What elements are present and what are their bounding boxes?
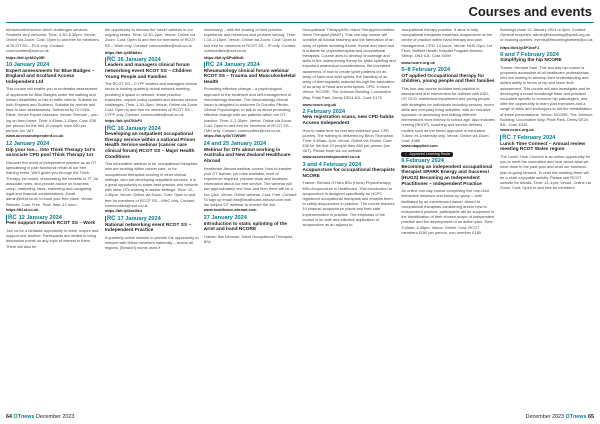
column xyxy=(105,27,199,402)
event-title: Introduction to static splinting of the wrist and hand NCORE xyxy=(203,221,288,233)
event-description: Healthcare Abroad webinar covers: How to transfer your OT license, job roles available, level of experience required, popular visas and locations, information about our free service. The webinar will last approximately one hour and then there will be a live Q&A. Venue: Online webinar. Cost: Free. Contact: To sign up email info@healthcare-abroad.com with the subject OT webinar to receive the link. xyxy=(203,165,297,208)
event-date: 12 January 2024 xyxy=(18,215,62,222)
column xyxy=(204,27,298,402)
event-date: 27 January 2024 xyxy=(203,215,247,222)
event-link[interactable]: https://bit.ly/3PutMuD xyxy=(203,55,244,61)
footer-right xyxy=(526,414,594,420)
event-listing xyxy=(105,57,199,123)
event-link[interactable]: https://tt1st.co.uk xyxy=(6,206,39,212)
event-description: How to make time for rest and evidence your CPD journey. The training is delivered by Beon Thompson. Time: 9.45am–1pm. Venue: Online via Teams. Cost: £36 for the first 10 people then £60 per person (inc VAT). Please book via our website. xyxy=(302,127,395,154)
event-title: National networking event RCOT SS – Independent Practice xyxy=(104,222,192,234)
event-description: This course will enable you to undertake assessment of applicants for Blue Badges under the walking and hidden disabilities or risk in traffic criteria. Suitable for both England and Scotland. Suitable for remote and face-to-face assessments. Delivered by Dr Chris Elliott, Senior Expert Assessor. Venue: Remote – you log on from home. Time: 9.45am–1.15pm. Cost: £36 per person for the first 10 people, then £60 per person. Inc VAT. xyxy=(6,86,98,134)
rcot-logo-icon: RC xyxy=(106,216,116,223)
event-title: Lunch Time Connect – Annual review meeting RCOT Wales region xyxy=(500,141,586,153)
check-icon: ✓ xyxy=(404,152,408,157)
event-listing xyxy=(6,215,100,249)
event-title: Simplifying the hip NCORE xyxy=(500,58,562,64)
event-link[interactable]: https://bit.ly/3ftb84u xyxy=(104,49,142,55)
event-title: Rheumatology clinical forum webinar RCOT SS – Trauma and Musculoskeletal Health xyxy=(203,68,296,85)
event-date: 6 February 2024 xyxy=(401,158,444,165)
body-text: necessary) – with the sharing of best practice, experience and resources and problem solving. Time: 1.15–2.15pm. Venue: Online via Zoom. Cost: Open to and free for members of RCOT SS – IP only. Contact: communities@rcot.co.uk xyxy=(203,27,297,53)
right-page-number: 65 xyxy=(588,414,594,420)
footer-left xyxy=(6,414,74,420)
event-date: 24 January 2024 xyxy=(216,62,260,69)
page-title: Courses and events xyxy=(468,4,592,19)
body-text: the opportunity to discuss the ‘latest’ webinar in our ongoing series. Time: 12.30–2pm. Venue: Online via Zoom. Cost: Open to and free for members of RCOT SS – Work only. Contact: communities@rcot.co.uk xyxy=(104,27,196,48)
event-title: OT applied Occupational therapy for children, young people and their families xyxy=(401,73,495,85)
event-title: Expert assessments for Blue Badges – England and Scotland Access Independent Ltd xyxy=(6,68,95,85)
event-listing xyxy=(204,62,298,138)
event-listing xyxy=(401,67,495,148)
left-otnews-logo: OTnews xyxy=(13,414,35,420)
rcot-logo-icon: RC xyxy=(502,135,511,142)
event-title: Dip your toe… Into Think Therapy 1st’s associate CPD pool Think Therapy 1st xyxy=(6,147,96,159)
column xyxy=(6,27,100,402)
event-date: 3 and 4 February 2024 xyxy=(302,161,362,168)
event-listing xyxy=(500,135,594,190)
event-link[interactable]: https://bit.ly/48Oy3fE xyxy=(6,55,45,61)
title-rule xyxy=(6,22,594,23)
column xyxy=(401,27,495,402)
event-date: 17 January 2024 xyxy=(117,216,161,223)
event-description: Promoting effective change – a psychological approach to the treatment and self-management of rheumatology disease. The rheumatology clinical forum is delighted to welcome Dr Dorothy Plimbs, Clinical Psychologist, to talk to us about promoting effective change with our patients within our OT practice. Time: 1–1.30pm. Venue: Online via Zoom. Cost: Open to and free for members of RCOT SS – TMH only. Contact: communities@rcot.co.uk xyxy=(203,86,293,134)
column xyxy=(302,27,396,402)
event-link[interactable]: https://bit.ly/3zoi5e4 xyxy=(104,208,143,214)
event-link[interactable]: www.healthcare-abroad.com xyxy=(203,207,257,213)
event-date: 2 February 2024 xyxy=(302,109,346,116)
left-issue-date: December 2023 xyxy=(35,414,75,420)
event-listing xyxy=(204,215,298,244)
event-date: 24 and 25 January 2024 xyxy=(203,141,267,148)
event-date: 12 January 2024 xyxy=(6,141,50,148)
event-title: Developing an outpatient occupational therapy service within a national Prison Health Service webinar (cancer care clinical forum) RCOT SS – Major Health Conditions xyxy=(104,132,196,160)
event-description: An online one-day course comprising five one-hour interactive sessions and follow-up group – both facilitated by an experienced trainer. Aimed at occupational therapists considering and/or new to independent practice, participants will be supported in the identification of their chosen scope of independent practice and the development of an action plan. Time: 9.45am–4.45pm. Venue: Online. Cost: RCOT members £150 per person, non-member £180. xyxy=(401,188,495,235)
event-description: Discover the world of independent practice as an OT specialising in pain functional rehab at our free training event. We’ll guide you through the Think Therapy 1st model, showcasing the benefits of TT 1st associate roles, and provide advice on business setup, marketing, rates, marketing and navigating legal and financial considerations. Email admin@tt1st.co.uk to book your free place. Venue: Remote. Cost: Free. Time: 9am–12 noon. xyxy=(6,160,99,207)
event-listing xyxy=(401,158,495,235)
event-description: This informative webinar is for occupational therapists who are working within cancer care, or for occupational therapists working in other clinical settings, who are developing outpatient services. It is a great opportunity to share best practice and network with other OTs working in similar settings. Time: 12–1.45pm. Venue: Online via Zoom. Cost: Open to and free for members of RCOT SS – MHC only. Contact: communities@rcot.co.uk xyxy=(104,161,198,208)
event-link[interactable]: www.accessindependent.co.uk xyxy=(302,153,360,159)
event-title: Webinar for OTs about working in Australia and New Zealand Healthcare Abroad xyxy=(203,147,291,165)
event-description: A quarterly online session to provide the opportunity to network with fellow members nationally – across all regions. [Session] rooms used if xyxy=(104,234,199,251)
event-description: Trainer: Bia Denman, Hand Occupational Therapist, BSc xyxy=(203,234,293,245)
approved-label: Approved Learning Route xyxy=(409,152,451,157)
event-link[interactable]: www.ncore.org.uk xyxy=(401,60,435,66)
body-text: occupational therapy practice. It aims to help occupational therapists maximise acupuncture at the centre of practice within hand therapy and pain management. CPD: 14 hours. Venue: NHS Gym, 1st Floor, Nuffield Health Hospital Fragrant Avenue, Stitrop, DN4 6JL. Cost: £699 xyxy=(401,27,492,59)
event-link[interactable]: https://bit.ly/3P1ksFJ xyxy=(500,44,540,50)
event-title: Leaders and managers clinical forum networking event RCOT SS – Children Young People and Families xyxy=(104,63,192,80)
left-page-number: 64 xyxy=(6,414,12,420)
event-link[interactable]: www.ncore.org.uk xyxy=(500,127,534,133)
event-listing xyxy=(302,162,396,227)
event-listing xyxy=(500,52,594,133)
event-date: 16 January 2024 xyxy=(117,57,161,64)
event-date: 10 January 2024 xyxy=(6,62,50,69)
event-listing xyxy=(6,62,100,138)
event-listing xyxy=(204,141,298,212)
column xyxy=(500,27,594,402)
body-text: Occupational Therapy/MSc Hand Therapy/Accredited Hand Therapist (BAHT). This one-day course will combine all tutorial teaching and the fabrication of an array of splints including thumb, thumb and hand and is suitable for physiotherapists and occupational therapists. Course aims to develop knowledge and skills in the underpinning theory for static splinting and important anatomical considerations, the increased awareness of how to create splint patterns for an array of hand and wrist splints, the handling of an array of thermoplastic material through the fabrication of an array of hand and wrist splints. CPD: 6 hours. Venue: NCORE, The Johnson Building, Locomotive Way, Pride Park, Derby DE24 8JL. Cost: £175 xyxy=(302,27,396,100)
event-description: This four-day course includes best practice in assessment and intervention for children with ASD, CP, DCD, intellectual impairment and young people, with strategies for individuals including sensory, motor skills and everyday living activities, with an inclusive approach to accessing and trialling different interventions from infancy to school age. Also includes nursing (NHOP), coaching and service delivery models such as the tiered approach in education. Tutors: ex-University only. Venue: Online via Zoom. Cost: £465 xyxy=(401,86,495,144)
right-otnews-logo: OTnews xyxy=(565,414,587,420)
rcot-logo-icon: RC xyxy=(8,215,17,222)
event-title: Acupuncture for occupational therapists NCORE xyxy=(302,168,395,179)
event-date: 7 February 2024 xyxy=(512,135,556,142)
event-date: 5–8 February 2024 xyxy=(401,67,451,74)
event-listing xyxy=(105,126,199,213)
event-description: The RCOT SS – CYPF leaders and managers clinical forum is holding quarterly virtual network meeting, providing a space to network, share practice examples, unpack policy updates and discuss service challenges. Time: 1.30–3pm. Venue: Online via Zoom. Cost: Open to and free for members of RCOT SS – CYPF only. Contact: communities@rcot.co.uk xyxy=(104,81,199,118)
body-text: behaviour/behaviour which challenges services. Students very welcome. Time: 4.30–6.30pm. Venue: Online via Zoom. Cost: Open to and free for members of RCOT SS – PLD only. Contact: communities@rcot.co.uk xyxy=(6,27,99,53)
event-date: 6 and 7 February 2024 xyxy=(500,51,559,58)
event-link[interactable]: https://bit.ly/3vT2WWR xyxy=(203,133,246,139)
event-description: The Lunch Time Connect is an online opportunity for you to meet the committee and hear about what we have done in the past year and what our business plan is going forward. To read the meeting there will be a short enjoyable activity. Please see RCOT website for details. Time: 12–1pm. Venue: Online via Zoom. Cost: Open to and free for members xyxy=(500,154,591,191)
event-description: Join us for a fantastic opportunity to learn, inspire and support one another. Participants are invited to bring discussion points on any topic of interest to them. There will also be xyxy=(6,228,99,249)
event-date: 16 January 2024 xyxy=(117,125,161,132)
event-link[interactable]: www.otapplied.com xyxy=(401,143,438,149)
body-text: Bookings close 22 January 2024 or 5pm. Contact: General enquiries: admin@becoming@spark.org.uk or booking queries: events@becomingthebest@co.uk xyxy=(500,27,593,43)
event-listing xyxy=(6,141,100,212)
event-description: Trainer: Hemant Sam. This two-day hip course is purposely accessible at all healthcare professionals who are looking to develop their understanding and skilled ability in terms of hip and lower limb assessment. This course will also investigate and be developing a broad knowledge base and practical education specific to common hip pathologies, and offer the opportunity to learn joint exercises and a range of skills and techniques to aid the rehabilitation of these presentations. Venue: NCORE, The Johnson Building, Locomotive Way, Pride Park, Derby DE24 8JL. Cost: £345 xyxy=(500,64,593,128)
event-title: Becoming an independent occupational therapist SPARK Energy and Success! (HUGS) Becoming an Independent Practitioner – Independent Practice xyxy=(401,164,493,187)
event-description: Trainer: Richard O’Hara BSc (Hons) Physiotherapy, MSc Acupuncture in Healthcare. This introduction to acupuncture is designed specifically for HCPC registered occupational therapists and enables them to safely acupuncture in practice. The course teaches 10 channel acupuncture points and their safe implementation in practice. The emphasis of the course is on safe and effective application of acupuncture as an adjunct to xyxy=(302,180,395,228)
event-link[interactable]: https://bit.ly/47KbP2 xyxy=(104,117,143,123)
event-title: New registration scans, new CPD habits Access Independent xyxy=(302,115,394,127)
event-listing xyxy=(302,109,396,159)
event-link[interactable]: www.accessindependent.co.uk xyxy=(6,133,64,139)
event-listing xyxy=(105,216,199,250)
rcot-logo-icon: RC xyxy=(106,57,116,64)
event-link[interactable]: www.ncore.org.uk xyxy=(302,101,337,107)
rcot-logo-icon: RC xyxy=(106,125,116,132)
footer xyxy=(6,410,594,420)
event-title: Peer support network RCOT SS – Work xyxy=(6,221,96,227)
right-issue-date: December 2023 xyxy=(525,414,565,420)
rcot-logo-icon: RC xyxy=(205,62,215,69)
columns-container xyxy=(6,27,594,402)
approved-learning-badge xyxy=(401,152,453,157)
